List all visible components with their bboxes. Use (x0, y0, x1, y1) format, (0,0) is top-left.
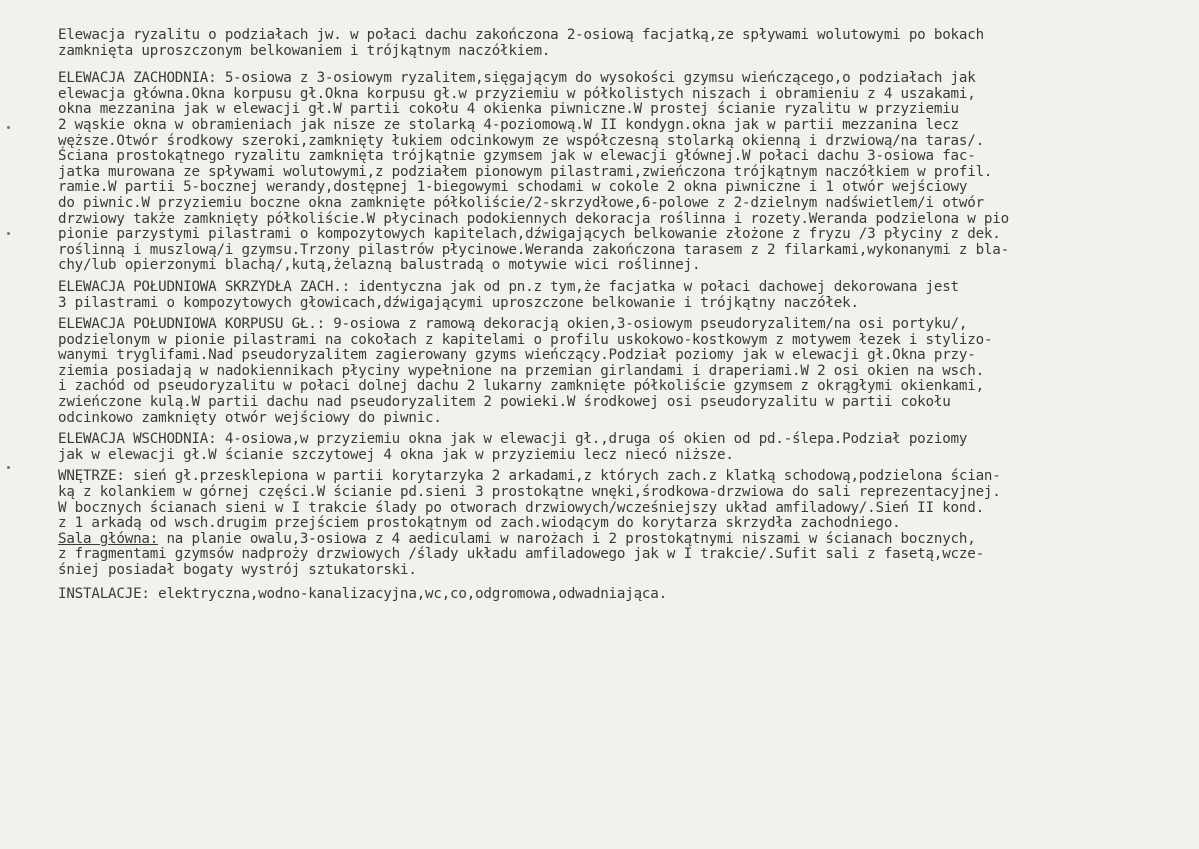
text-line: ziemia posiadają w nadokiennikach płyciny wypełnione na przemian girlandami i draperiami.W 2 osi okien na wsch. (58, 362, 984, 379)
east-elevation-paragraph (58, 432, 1196, 463)
text-line: wanymi tryglifami.Nad pseudoryzalitem zagierowany gzyms wieńczący.Podział poziomy jak w elewacji gł.Okna przy- (58, 347, 976, 364)
text-line: ką z kolankiem w górnej części.W ścianie pd.sieni 3 prostokątne wnęki,środkowa-drzwiowa do sali reprezentacyjnej. (58, 484, 1001, 501)
punch-hole-mark (7, 466, 10, 469)
text-line: węższe.Otwór środkowy szeroki,zamknięty łukiem odcinkowym ze współczesną stolarką okienną i drzwiową/na taras/. (58, 132, 984, 149)
hall-label: Sala główna: (58, 530, 159, 547)
text-line: drzwiowy także zamknięty półkoliście.W płycinach podokiennych dekoracja roślinna i rozety.Weranda podzielona w pio (58, 210, 1009, 227)
text-line: z 1 arkadą od wsch.drugim przejściem prostokątnym od zach.wiodącym do korytarza skrzydła zachodniego. (58, 515, 901, 532)
text-line: jak w elewacji gł.W ścianie szczytowej 4 okna jak w przyziemiu lecz niecó niższe. (58, 446, 734, 463)
text-line (58, 532, 1196, 548)
interior-paragraph (58, 469, 1196, 578)
west-elevation-paragraph (58, 71, 1196, 274)
document-body (58, 28, 1196, 608)
text-line: pionie parzystymi pilastrami o kompozytowych kapitelach,dźwigających belkowanie złożone z fryzu /3 płyciny z dek. (58, 226, 1001, 243)
punch-hole-mark (7, 126, 10, 129)
text-line: do piwnic.W przyziemiu boczne okna zamknięte półkoliście/2-skrzydłowe,6-polowe z 2-dzielnym nadświetlem/i otwór (58, 194, 984, 211)
text-line: okna mezzanina jak w elewacji gł.W partii cokołu 4 okienka piwniczne.W prostej ścianie ryzalitu w przyziemiu (58, 101, 959, 118)
text-line: podzielonym w pionie pilastrami na cokołach z kapitelami o profilu uskokowo-kostkowym z motywem łezek i stylizo- (58, 331, 993, 348)
text-line: roślinną i muszlową/i gzymsu.Trzony pilastrów płycinowe.Weranda zakończona tarasem z 2 filarkami,wykonanymi z bla- (58, 241, 1009, 258)
text-line: z fragmentami gzymsów nadproży drzwiowych /ślady układu amfiladowego jak w I trakcie/.Sufit sali z fasetą,wcze- (58, 546, 984, 563)
text-line: W bocznych ścianach sieni w I trakcie ślady po otworach drzwiowych/wcześniejszy układ amfiladowy/.Sień II kond. (58, 499, 984, 516)
text-line: ramie.W partii 5-bocznej werandy,dostępnej 1-biegowymi schodami w cokole 2 okna piwniczne i 1 otwór wejściowy (58, 179, 968, 196)
text-line: Elewacja ryzalitu o podziałach jw. w połaci dachu zakończona 2-osiową facjatką,ze spływami wolutowymi po bokach (58, 27, 984, 43)
hall-text: na planie owalu,3-osiowa z 4 aediculami w narożach i 2 prostokątnymi niszami w ścianach bocznych, (158, 530, 976, 547)
text-line: INSTALACJE: elektryczna,wodno-kanalizacyjna,wc,co,odgromowa,odwadniająca. (58, 585, 667, 602)
text-line: chy/lub opierzonymi blachą/,kutą,żelazną balustradą o motywie wici roślinnej. (58, 257, 701, 274)
text-line: WNĘTRZE: sień gł.przesklepiona w partii korytarzyka 2 arkadami,z których zach.z klatką schodową,podzielona ścian- (58, 468, 1001, 485)
text-line: zamknięta uproszczonym belkowaniem i trójkątnym naczółkiem. (58, 42, 551, 59)
installations-paragraph (58, 587, 1196, 603)
text-line: odcinkowo zamknięty otwór wejściowy do piwnic. (58, 409, 442, 426)
text-line: ELEWACJA ZACHODNIA: 5-osiowa z 3-osiowym ryzalitem,sięgającym do wysokości gzymsu wieńczącego,o podziałach jak (58, 70, 976, 87)
text-line: i zachód od pseudoryzalitu w połaci dolnej dachu 2 lukarny zamknięte półkoliście gzymsem z okrągłymi okienkami, (58, 378, 984, 395)
text-line: śniej posiadał bogaty wystrój sztukatorski. (58, 562, 417, 578)
text-line: ELEWACJA WSCHODNIA: 4-osiowa,w przyziemiu okna jak w elewacji gł.,druga oś okien od pd.-ślepa.Podział poziomy (58, 431, 968, 448)
intro-paragraph (58, 28, 1196, 59)
south-wing-elevation-paragraph (58, 280, 1196, 311)
text-line: elewacja główna.Okna korpusu gł.Okna korpusu gł.w przyziemiu w półkolistych niszach i obramieniu z 4 uszakami, (58, 85, 976, 102)
text-line: 2 wąskie okna w obramieniach jak nisze ze stolarką 4-poziomową.W II kondygn.okna jak w partii mezzanina lecz (58, 116, 959, 133)
text-line: ELEWACJA POŁUDNIOWA SKRZYDŁA ZACH.: identyczna jak od pn.z tym,że facjatka w połaci dachowej dekorowana jest (58, 278, 959, 295)
south-main-elevation-paragraph (58, 317, 1196, 426)
text-line: jatka murowana ze spływami wolutowymi,z podziałem pionowym pilastrami,zwieńczona trójkątnym naczółkiem w profil. (58, 163, 993, 180)
text-line: Ściana prostokątnego ryzalitu zamknięta trójkątnie gzymsem jak w elewacji głównej.W połaci dachu 3-osiowa fac- (58, 148, 976, 165)
punch-hole-mark (7, 232, 10, 235)
text-line: 3 pilastrami o kompozytowych głowicach,dźwigającymi uproszczone belkowanie i trójkątny naczółek. (58, 294, 859, 311)
text-line: ELEWACJA POŁUDNIOWA KORPUSU GŁ.: 9-osiowa z ramową dekoracją okien,3-osiowym pseudoryzalitem/na osi portyku/, (58, 316, 968, 333)
text-line: zwieńczone kulą.W partii dachu nad pseudoryzalitem 2 powieki.W środkowej osi pseudoryzalitu w partii cokołu (58, 394, 951, 411)
